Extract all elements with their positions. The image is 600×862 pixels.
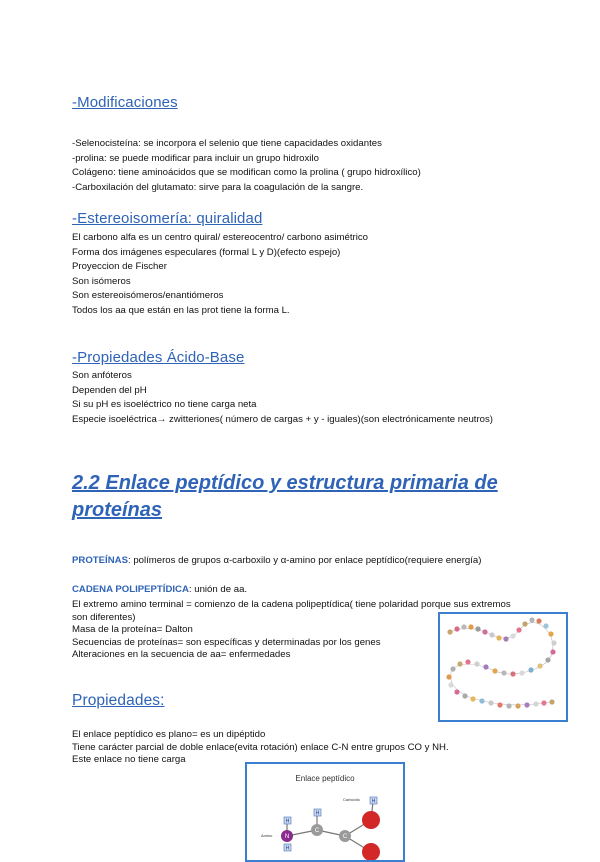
list-item: Tiene carácter parcial de doble enlace(evita rotación) enlace C-N entre grupos CO y NH. xyxy=(72,741,449,753)
list-item: -Selenocisteína: se incorpora el selenio que tiene capacidades oxidantes xyxy=(72,138,382,149)
list-item: Especie isoeléctrica→ zwitteriones( número de cargas + y - iguales)(son electrónicamente neutros) xyxy=(72,413,493,425)
figure-title: Enlace peptídico xyxy=(295,774,355,783)
list-item: Dependen del pH xyxy=(72,384,147,396)
hydrogen-label: H xyxy=(285,818,290,825)
modificaciones-heading[interactable]: -Modificaciones xyxy=(72,94,178,111)
list-item: Este enlace no tiene carga xyxy=(72,754,186,765)
oxygen-atom xyxy=(362,843,380,860)
acido-base-heading[interactable]: -Propiedades Ácido-Base xyxy=(72,349,245,366)
hydrogen-label: H xyxy=(371,798,376,805)
peptide-bond-figure xyxy=(245,762,405,862)
list-item: Alteraciones en la secuencia de aa= enfermedades xyxy=(72,649,291,660)
acido-base-list xyxy=(72,369,532,426)
proteinas-definition xyxy=(72,555,517,568)
list-item: El extremo amino terminal = comienzo de la cadena polipeptídica( tiene polaridad porque sus extremos son diferentes) xyxy=(72,599,511,623)
nitrogen-label: N xyxy=(284,834,290,840)
list-item: -prolina: se puede modificar para incluir un grupo hidroxilo xyxy=(72,152,319,164)
carbon-label: C xyxy=(342,834,348,840)
list-item: El enlace peptídico es plano= es un dipéptido xyxy=(72,729,266,740)
list-item: Si su pH es isoeléctrico no tiene carga neta xyxy=(72,399,257,410)
cadena-definition xyxy=(72,584,517,597)
protein-chain-image xyxy=(438,612,568,722)
list-item: Son estereoisómeros/enantiómeros xyxy=(72,290,224,301)
cadena-text: : unión de aa. xyxy=(188,584,248,595)
list-item: Masa de la proteína= Dalton xyxy=(72,624,193,635)
hydrogen-label: H xyxy=(285,845,290,852)
estereoisomeria-heading[interactable]: -Estereoisomería: quiralidad xyxy=(72,210,263,227)
carbon-label: C xyxy=(314,828,320,834)
list-item: Secuencias de proteínas= son específicas y determinadas por los genes xyxy=(72,636,381,648)
hydrogen-label: H xyxy=(315,810,320,817)
protein-chain-illustration xyxy=(440,614,566,720)
carboxilo-label: Carboxilo xyxy=(343,797,360,802)
section-title[interactable]: 2.2 Enlace peptídico y estructura primaria de proteínas xyxy=(72,472,498,521)
modificaciones-list xyxy=(72,137,421,195)
list-item: Todos los aa que están en las prot tiene la forma L. xyxy=(72,304,290,316)
list-item: -Carboxilación del glutamato: sirve para la coagulación de la sangre. xyxy=(72,181,364,193)
peptide-bond-diagram xyxy=(247,764,403,860)
propiedades-list xyxy=(72,729,449,767)
propiedades-heading[interactable]: Propiedades: xyxy=(72,692,165,709)
list-item: Son anfóteros xyxy=(72,370,132,381)
list-item: El carbono alfa es un centro quiral/ estereocentro/ carbono asimétrico xyxy=(72,232,368,243)
list-item: Son isómeros xyxy=(72,275,131,287)
amino-label: Amino xyxy=(261,833,273,838)
cadena-label: CADENA POLIPEPTÍDICA xyxy=(72,584,189,595)
list-item: Colágeno: tiene aminoácidos que se modifican como la prolina ( grupo hidroxílico) xyxy=(72,167,421,178)
list-item: Forma dos imágenes especulares (formal L y D)(efecto espejo) xyxy=(72,246,341,258)
estereoisomeria-list xyxy=(72,231,368,318)
proteinas-label: PROTEÍNAS xyxy=(72,555,128,566)
list-item: Proyeccion de Fischer xyxy=(72,261,167,272)
oxygen-atom xyxy=(362,811,380,829)
proteinas-text: : polímeros de grupos α-carboxilo y α-amino por enlace peptídico(requiere energía) xyxy=(127,555,482,566)
